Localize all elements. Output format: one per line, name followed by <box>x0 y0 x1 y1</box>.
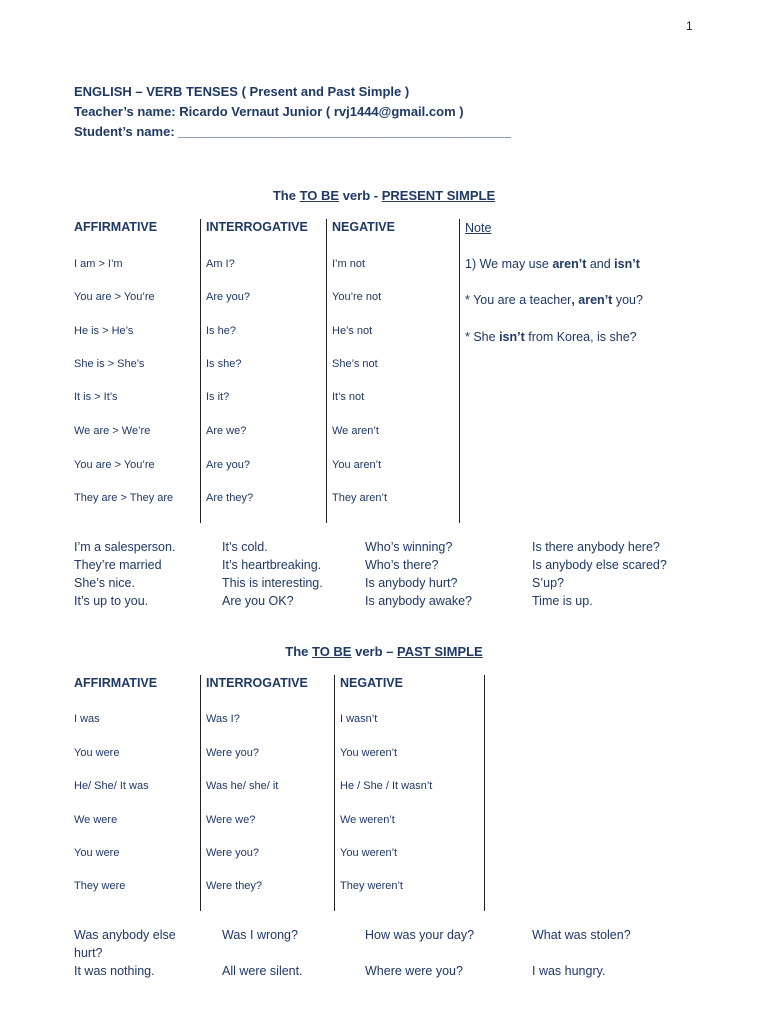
example-sentence: Where were you? <box>365 964 463 978</box>
past-negative-cell: You weren’t <box>340 847 398 859</box>
note-line-3: * She isn’t from Korea, is she? <box>465 330 637 344</box>
present-interrogative-cell: Are they? <box>206 492 254 504</box>
past-interrogative-cell: Were you? <box>206 747 259 759</box>
past-examples-col-2 <box>222 926 303 980</box>
present-negative-cell: You aren’t <box>332 459 382 471</box>
past-negative-cell: He / She / It wasn’t <box>340 780 433 792</box>
present-affirmative-cell: It is > It’s <box>74 391 118 403</box>
past-negative-cell: You weren’t <box>340 747 398 759</box>
present-examples-col-3 <box>365 538 472 610</box>
past-affirmative-cell: They were <box>74 880 126 892</box>
teacher-name: Teacher’s name: Ricardo Vernaut Junior ( rvj1444@gmail.com ) <box>74 104 464 119</box>
past-header-negative: NEGATIVE <box>340 676 403 690</box>
present-interrogative-cell: Are we? <box>206 425 247 437</box>
example-sentence: It’s heartbreaking. <box>222 558 322 572</box>
example-sentence: It was nothing. <box>74 964 155 978</box>
note-line-1: 1) We may use aren’t and isn’t <box>465 257 640 271</box>
present-affirmative-cell: She is > She’s <box>74 358 145 370</box>
example-sentence: Time is up. <box>532 594 593 608</box>
example-sentence: They’re married <box>74 558 162 572</box>
past-examples-col-4 <box>532 926 631 980</box>
present-interrogative-cell: Is he? <box>206 325 236 337</box>
present-section-title: The TO BE verb - PRESENT SIMPLE <box>272 188 496 203</box>
past-negative-cell: We weren’t <box>340 814 395 826</box>
past-examples-col-1 <box>74 926 176 980</box>
example-sentence: What was stolen? <box>532 928 631 942</box>
past-column-divider <box>484 675 485 911</box>
example-sentence: This is interesting. <box>222 576 323 590</box>
present-interrogative-cell: Are you? <box>206 291 251 303</box>
present-negative-cell: We aren’t <box>332 425 379 437</box>
present-affirmative-cell: You are > You’re <box>74 459 155 471</box>
student-name: Student’s name: ______________________________________________ <box>74 124 511 139</box>
past-header-affirmative: AFFIRMATIVE <box>74 676 158 690</box>
past-affirmative-cell: You were <box>74 847 120 859</box>
past-interrogative-cell: Was I? <box>206 713 240 725</box>
example-sentence: Is there anybody here? <box>532 540 660 554</box>
present-negative-cell: You’re not <box>332 291 382 303</box>
present-affirmative-cell: You are > You’re <box>74 291 155 303</box>
example-sentence: Was anybody else <box>74 928 176 942</box>
document-title: ENGLISH – VERB TENSES ( Present and Past Simple ) <box>74 84 410 99</box>
past-affirmative-cell: He/ She/ It was <box>74 780 149 792</box>
past-header-interrogative: INTERROGATIVE <box>206 676 308 690</box>
past-interrogative-cell: Was he/ she/ it <box>206 780 279 792</box>
past-affirmative-cell: You were <box>74 747 120 759</box>
example-sentence: Was I wrong? <box>222 928 298 942</box>
present-affirmative-cell: They are > They are <box>74 492 174 504</box>
present-negative-cell: I’m not <box>332 258 366 270</box>
present-affirmative-cell: I am > I’m <box>74 258 123 270</box>
past-interrogative-cell: Were we? <box>206 814 256 826</box>
past-column-divider <box>334 675 335 911</box>
example-sentence: Is anybody else scared? <box>532 558 667 572</box>
present-interrogative-cell: Is she? <box>206 358 242 370</box>
present-examples-col-2 <box>222 538 323 610</box>
present-interrogative-cell: Are you? <box>206 459 251 471</box>
past-affirmative-cell: We were <box>74 814 118 826</box>
note-line-2: * You are a teacher, aren’t you? <box>465 293 643 307</box>
page-number: 1 <box>686 19 693 33</box>
present-examples-col-1 <box>74 538 175 610</box>
past-column-divider <box>200 675 201 911</box>
present-header-interrogative: INTERROGATIVE <box>206 220 308 234</box>
present-negative-cell: He’s not <box>332 325 373 337</box>
past-negative-cell: They weren’t <box>340 880 403 892</box>
past-negative-cell: I wasn’t <box>340 713 378 725</box>
present-negative-cell: They aren’t <box>332 492 388 504</box>
example-sentence: How was your day? <box>365 928 475 942</box>
present-column-divider <box>459 219 460 523</box>
present-interrogative-cell: Am I? <box>206 258 235 270</box>
example-sentence: hurt? <box>74 946 103 960</box>
example-sentence: Is anybody hurt? <box>365 576 458 590</box>
present-negative-cell: It’s not <box>332 391 365 403</box>
example-sentence: She’s nice. <box>74 576 135 590</box>
example-sentence: I’m a salesperson. <box>74 540 176 554</box>
past-interrogative-cell: Were they? <box>206 880 263 892</box>
past-interrogative-cell: Were you? <box>206 847 259 859</box>
present-interrogative-cell: Is it? <box>206 391 230 403</box>
past-section-title: The TO BE verb – PAST SIMPLE <box>285 644 483 659</box>
example-sentence: Is anybody awake? <box>365 594 473 608</box>
present-header-negative: NEGATIVE <box>332 220 395 234</box>
example-sentence: Who’s there? <box>365 558 439 572</box>
example-sentence: I was hungry. <box>532 964 606 978</box>
present-column-divider <box>200 219 201 523</box>
example-sentence: All were silent. <box>222 964 303 978</box>
example-sentence: Are you OK? <box>222 594 294 608</box>
present-negative-cell: She’s not <box>332 358 378 370</box>
present-examples-col-4 <box>532 538 667 610</box>
present-column-divider <box>326 219 327 523</box>
example-sentence: It’s up to you. <box>74 594 149 608</box>
past-affirmative-cell: I was <box>74 713 100 725</box>
example-sentence: It’s cold. <box>222 540 268 554</box>
present-header-affirmative: AFFIRMATIVE <box>74 220 158 234</box>
present-affirmative-cell: We are > We’re <box>74 425 151 437</box>
present-affirmative-cell: He is > He’s <box>74 325 134 337</box>
note-title: Note <box>465 221 492 235</box>
example-sentence: Who’s winning? <box>365 540 453 554</box>
past-examples-col-3 <box>365 926 474 980</box>
example-sentence: S’up? <box>532 576 564 590</box>
